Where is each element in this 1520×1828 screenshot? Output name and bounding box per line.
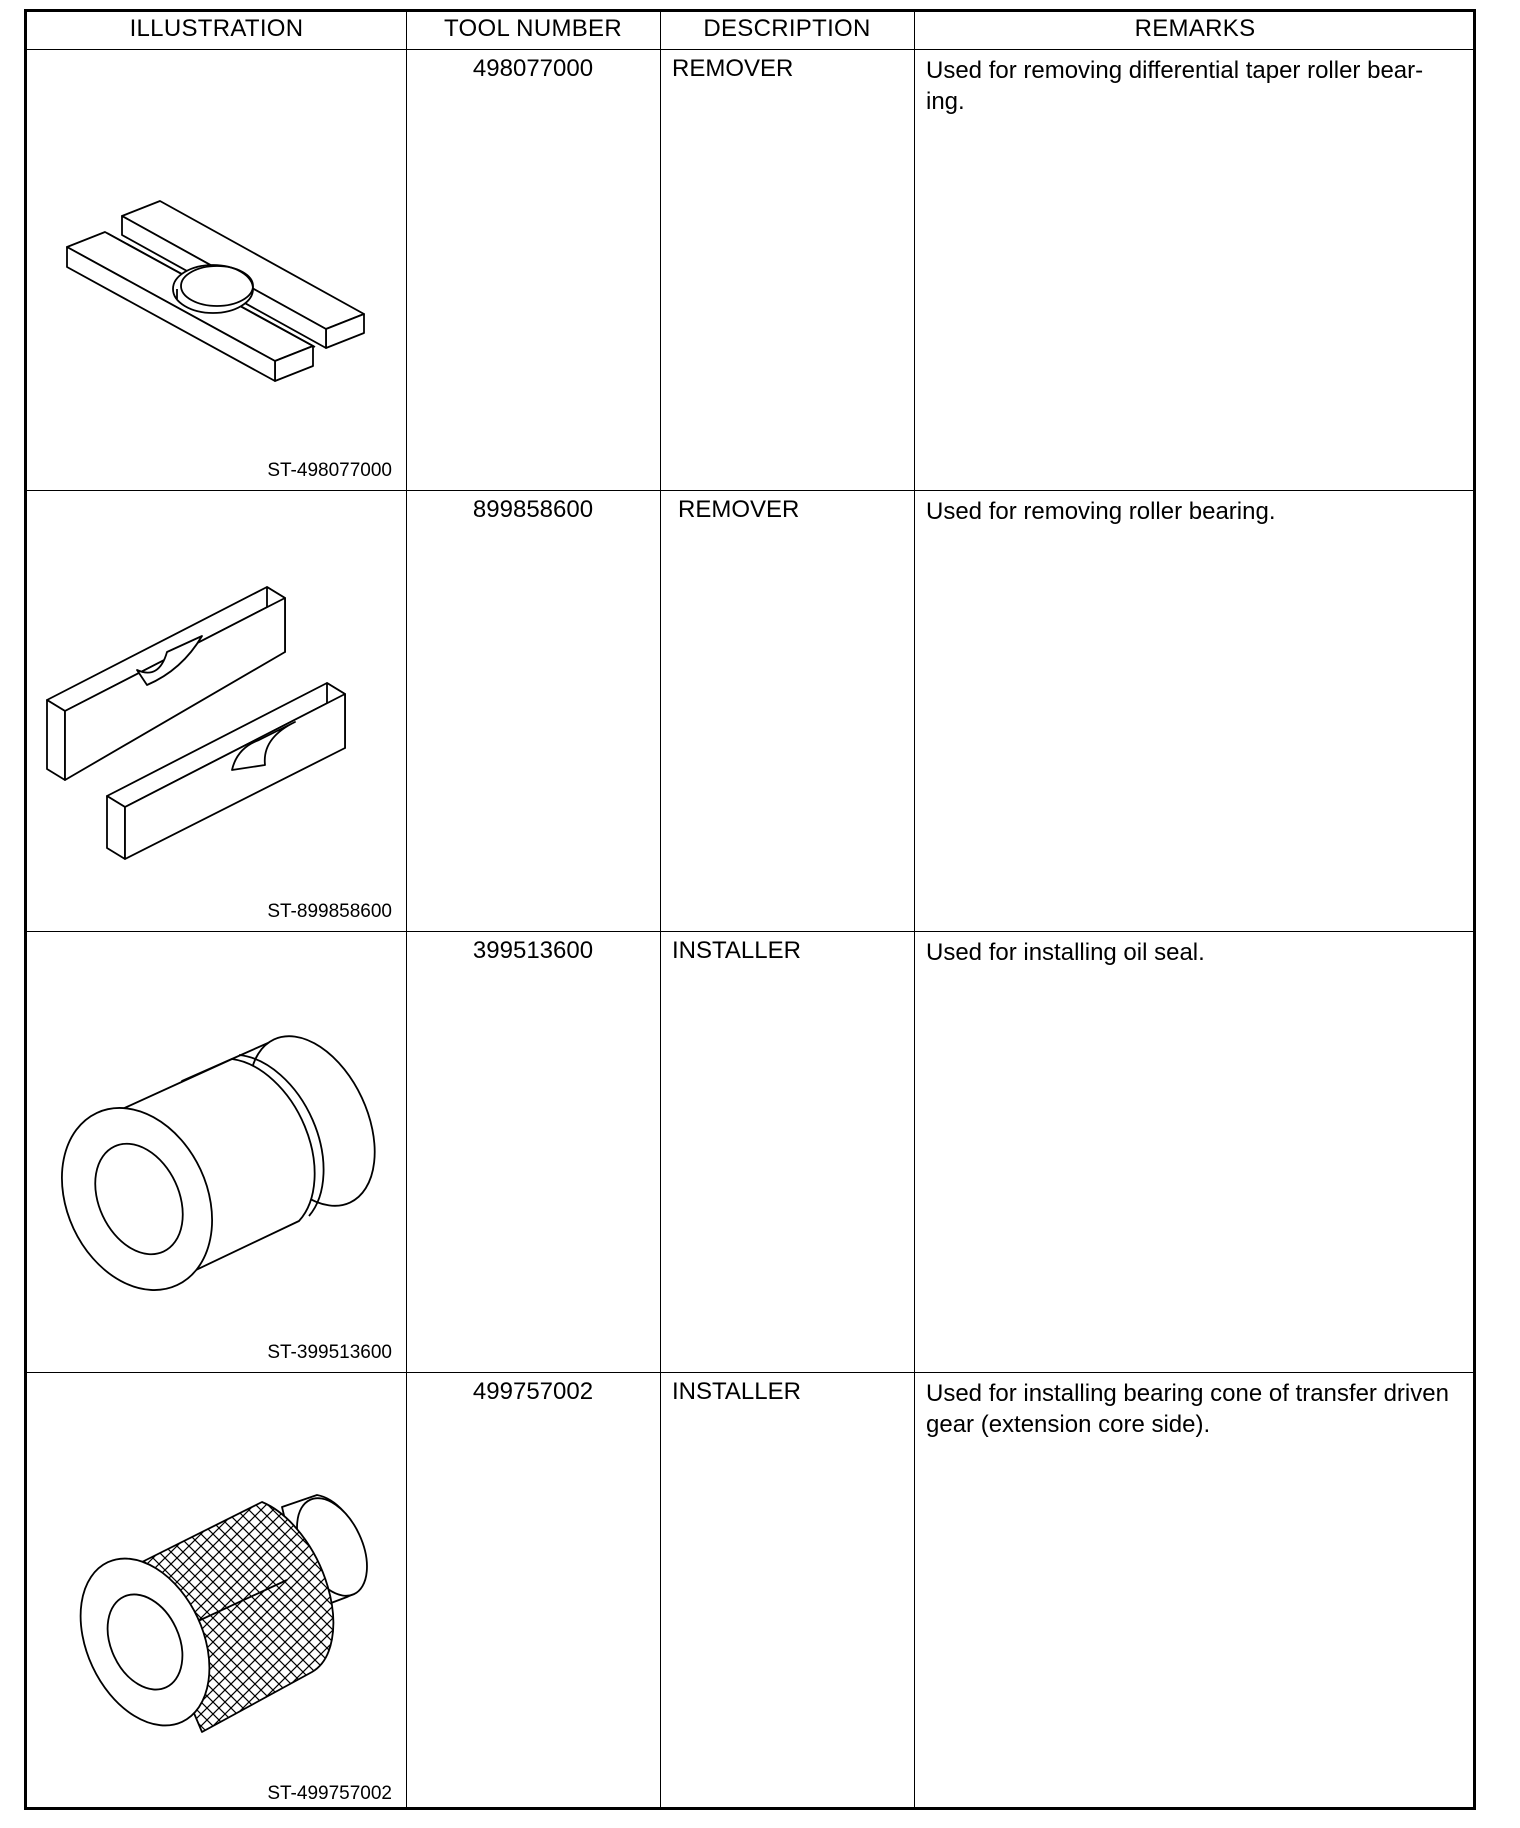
tool-description: INSTALLER (672, 937, 801, 964)
illustration-cell (27, 1372, 406, 1813)
header-description: DESCRIPTION (703, 15, 871, 42)
special-tools-table (24, 9, 1476, 1810)
tool-description: INSTALLER (672, 1378, 801, 1405)
tool-number: 499757002 (472, 1378, 594, 1405)
tool-remarks: Used for removing differential taper roller bear-ing. (926, 57, 1424, 115)
illustration-code: ST-499757002 (267, 1783, 392, 1804)
illustration-cell (27, 931, 406, 1372)
tool-number: 498077000 (472, 55, 594, 82)
table-row (27, 1372, 1473, 1813)
illustration-code: ST-498077000 (267, 460, 392, 481)
illustration-code: ST-899858600 (267, 901, 392, 922)
illustration-code: ST-399513600 (267, 1342, 392, 1363)
table-row (27, 490, 1473, 931)
tool-description: REMOVER (678, 496, 800, 523)
tool-remarks: Used for installing bearing cone of transfer driven gear (extension core side). (926, 1380, 1449, 1438)
illustration-cell (27, 490, 406, 931)
header-remarks: REMARKS (1134, 15, 1256, 42)
tool-description: REMOVER (672, 55, 794, 82)
table-row (27, 931, 1473, 1372)
illustration-cell (27, 49, 406, 490)
oil-seal-installer-icon (27, 931, 406, 1372)
split-plate-remover-icon (27, 49, 406, 490)
header-tool-number: TOOL NUMBER (444, 15, 622, 42)
tool-number: 899858600 (472, 496, 594, 523)
tool-remarks: Used for removing roller bearing. (926, 498, 1276, 525)
header-illustration: ILLUSTRATION (129, 15, 304, 42)
knurled-installer-icon (27, 1372, 406, 1813)
bearing-remover-blocks-icon (27, 490, 406, 931)
table-row (27, 49, 1473, 490)
tool-number: 399513600 (472, 937, 594, 964)
tool-remarks: Used for installing oil seal. (926, 939, 1205, 966)
